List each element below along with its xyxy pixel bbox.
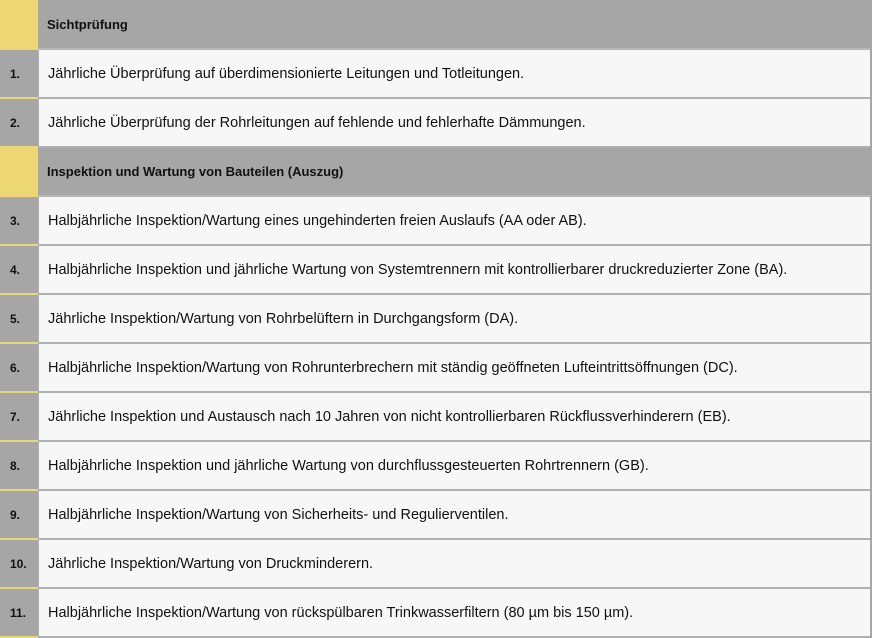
row-number: 11.	[0, 589, 38, 638]
row-number: 3.	[0, 197, 38, 246]
row-number: 5.	[0, 295, 38, 344]
table-row	[0, 344, 870, 393]
section-header-visual-inspection	[0, 0, 870, 50]
row-number: 4.	[0, 246, 38, 295]
table-row	[0, 540, 870, 589]
section-marker	[0, 148, 38, 197]
row-text: Halbjährliche Inspektion und jährliche Wartung von durchflussgesteuerten Rohrtrennern (GB).	[38, 442, 870, 491]
row-text: Halbjährliche Inspektion/Wartung von rückspülbaren Trinkwasserfiltern (80 µm bis 150 µm).	[38, 589, 870, 638]
table-row	[0, 442, 870, 491]
row-number: 9.	[0, 491, 38, 540]
row-text: Halbjährliche Inspektion/Wartung von Sicherheits- und Regulierventilen.	[38, 491, 870, 540]
row-number: 6.	[0, 344, 38, 393]
table-row	[0, 50, 870, 99]
table-row	[0, 393, 870, 442]
row-text: Jährliche Überprüfung der Rohrleitungen auf fehlende und fehlerhafte Dämmungen.	[38, 99, 870, 148]
row-text: Halbjährliche Inspektion und jährliche Wartung von Systemtrennern mit kontrollierbarer druckreduzierter Zone (BA).	[38, 246, 870, 295]
table-row	[0, 295, 870, 344]
table-row	[0, 99, 870, 148]
row-text: Jährliche Inspektion/Wartung von Rohrbelüftern in Durchgangsform (DA).	[38, 295, 870, 344]
table-row	[0, 589, 870, 638]
row-number: 2.	[0, 99, 38, 148]
row-number: 10.	[0, 540, 38, 589]
row-text: Halbjährliche Inspektion/Wartung eines ungehinderten freien Auslaufs (AA oder AB).	[38, 197, 870, 246]
row-text: Jährliche Inspektion/Wartung von Druckminderern.	[38, 540, 870, 589]
table-row	[0, 491, 870, 540]
table-row	[0, 246, 870, 295]
row-number: 7.	[0, 393, 38, 442]
row-text: Jährliche Überprüfung auf überdimensionierte Leitungen und Totleitungen.	[38, 50, 870, 99]
row-text: Jährliche Inspektion und Austausch nach 10 Jahren von nicht kontrollierbaren Rückflussverhinderern (EB).	[38, 393, 870, 442]
section-title: Inspektion und Wartung von Bauteilen (Auszug)	[38, 148, 870, 197]
section-header-components	[0, 148, 870, 197]
row-text: Halbjährliche Inspektion/Wartung von Rohrunterbrechern mit ständig geöffneten Lufteintrittsöffnungen (DC).	[38, 344, 870, 393]
row-number: 1.	[0, 50, 38, 99]
section-title: Sichtprüfung	[38, 0, 870, 50]
table-row	[0, 197, 870, 246]
section-marker	[0, 0, 38, 50]
row-number: 8.	[0, 442, 38, 491]
